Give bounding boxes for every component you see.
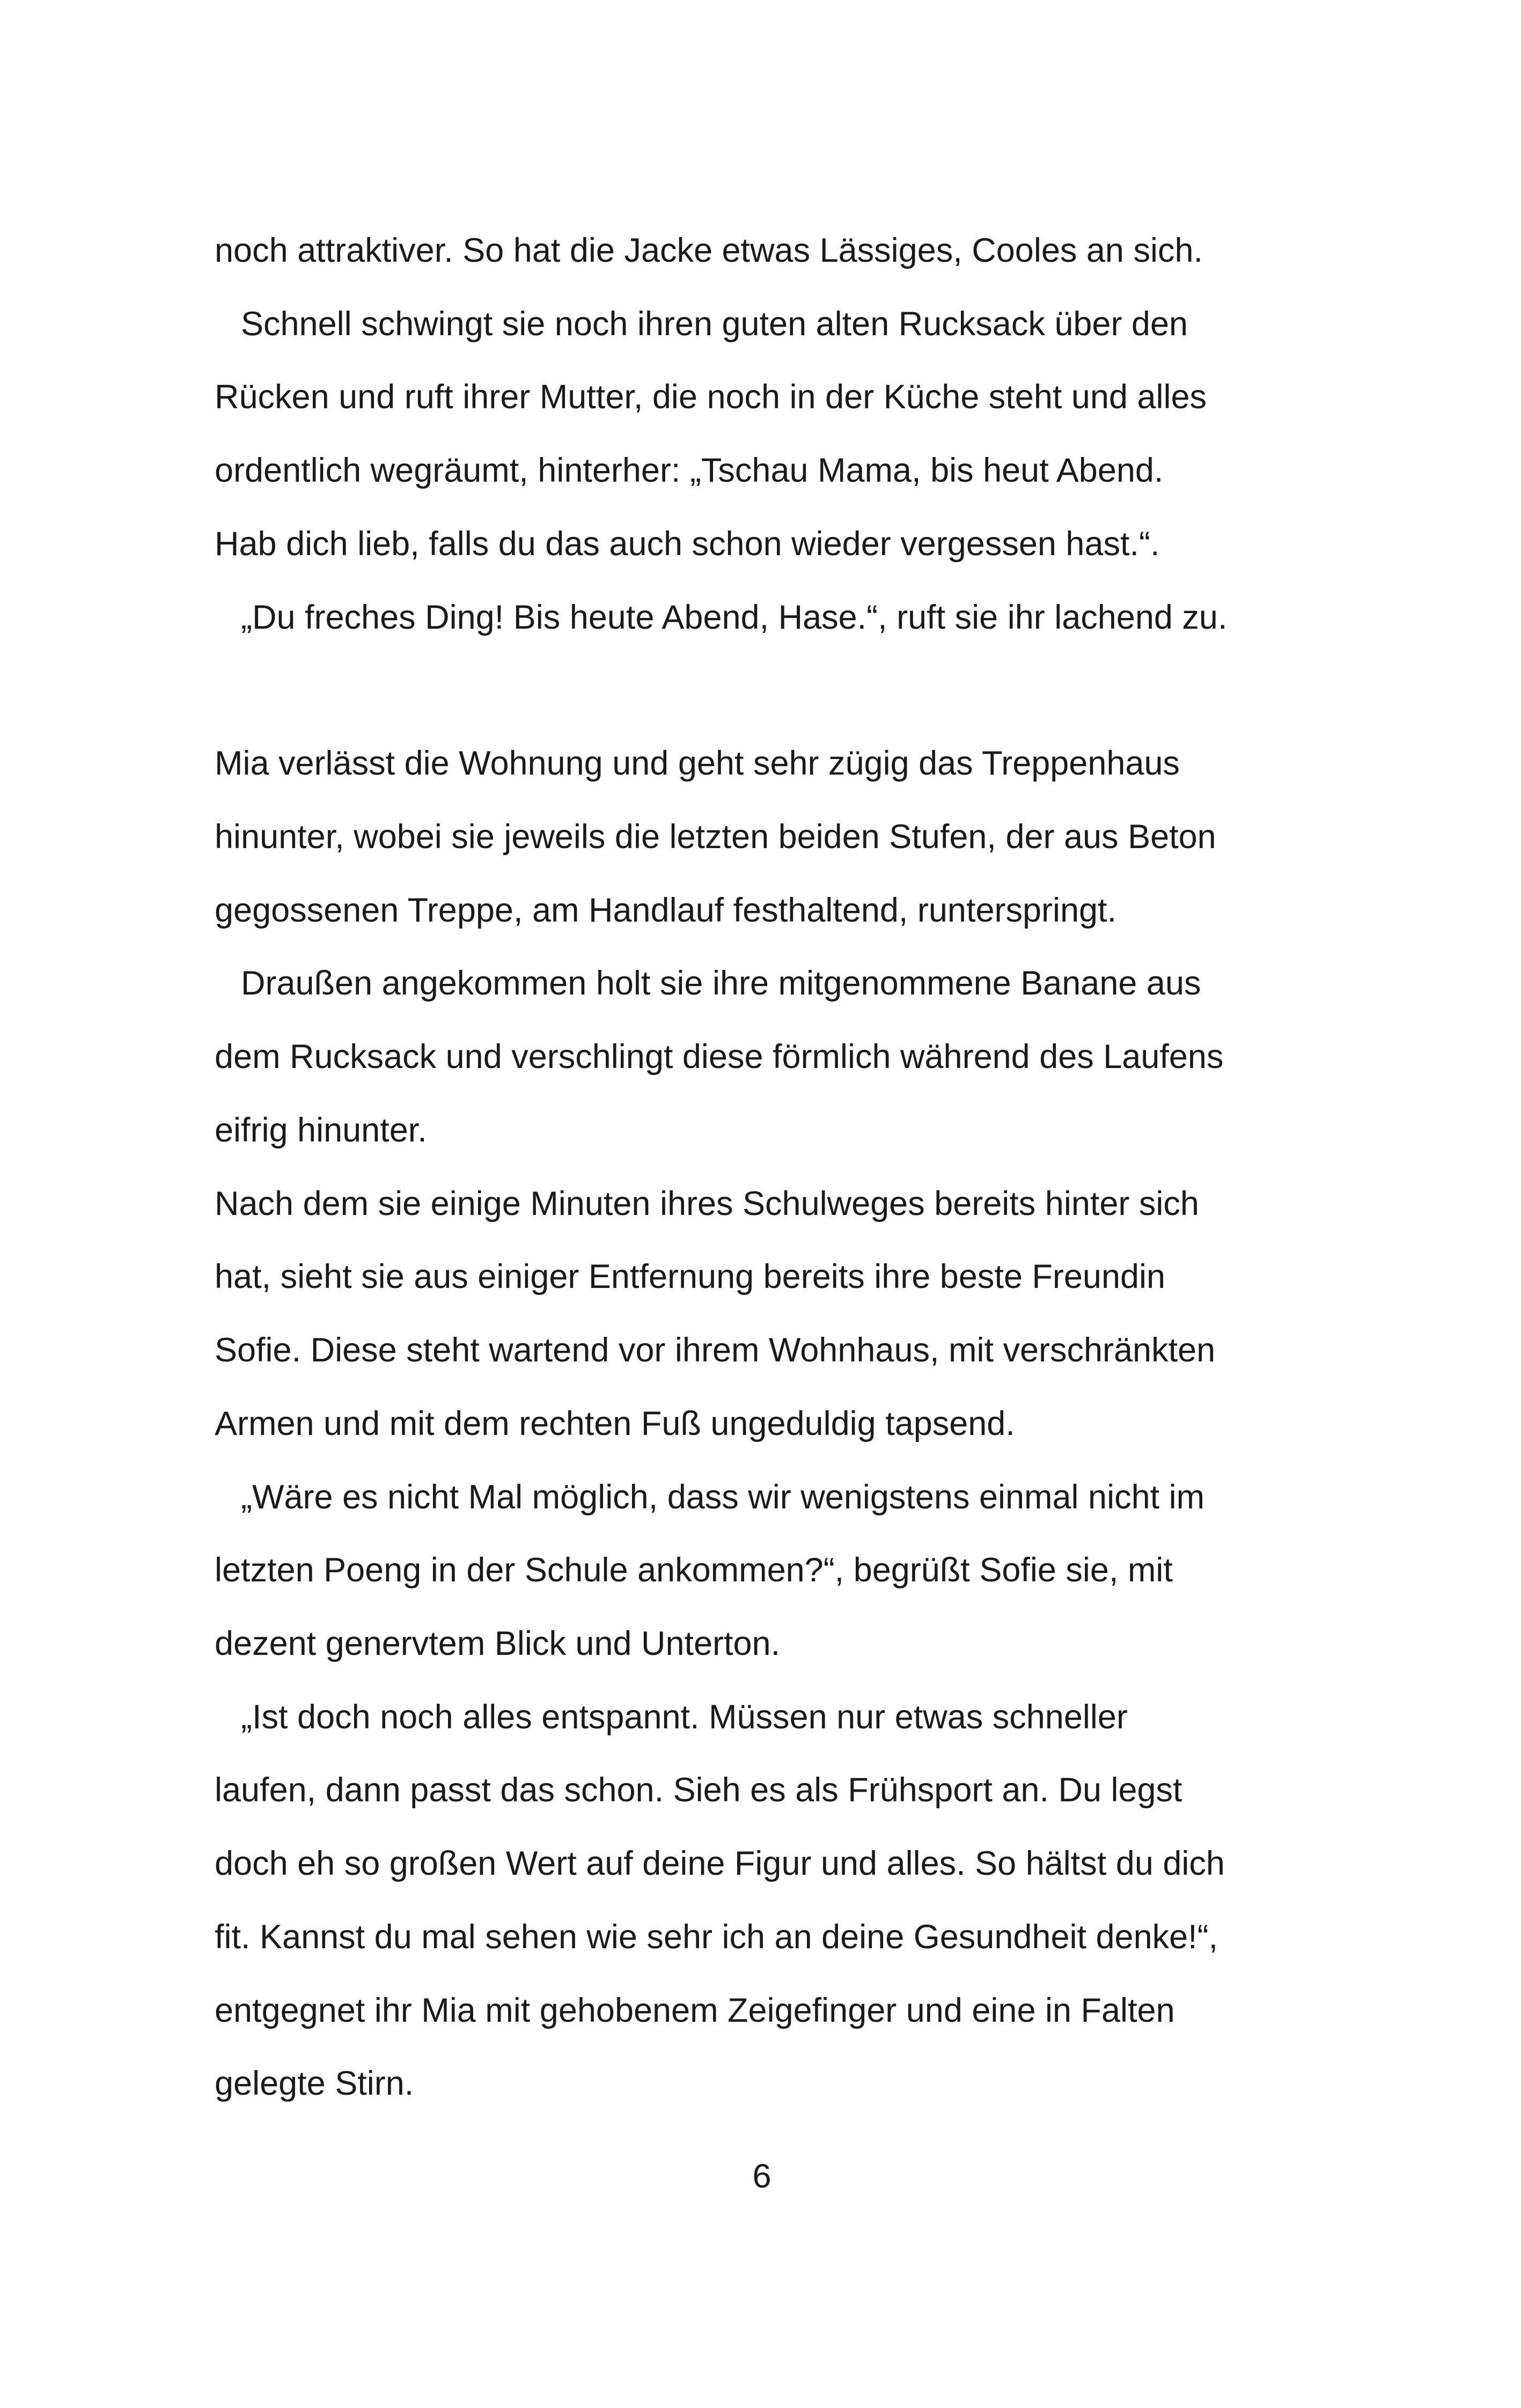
text-line: „Ist doch noch alles entspannt. Müssen nur etwas schneller: [241, 1698, 1128, 1736]
text-line: eifrig hinunter.: [215, 1111, 427, 1149]
text-line: noch attraktiver. So hat die Jacke etwas Lässiges, Cooles an sich.: [215, 232, 1203, 269]
text-line: fit. Kannst du mal sehen wie sehr ich an deine Gesundheit denke!“,: [215, 1918, 1218, 1956]
page-number: 6: [752, 2157, 771, 2195]
text-line: Schnell schwingt sie noch ihren guten alten Rucksack über den: [241, 305, 1188, 343]
text-line: gelegte Stirn.: [215, 2065, 414, 2102]
text-line: hat, sieht sie aus einiger Entfernung bereits ihre beste Freundin: [215, 1258, 1166, 1295]
text-line: Sofie. Diese steht wartend vor ihrem Wohnhaus, mit verschränkten: [215, 1331, 1216, 1369]
text-line: dezent genervtem Blick und Unterton.: [215, 1625, 781, 1662]
text-line: dem Rucksack und verschlingt diese förmlich während des Laufens: [215, 1038, 1224, 1076]
text-line: hinunter, wobei sie jeweils die letzten beiden Stufen, der aus Beton: [215, 818, 1216, 856]
text-line: „Wäre es nicht Mal möglich, dass wir wenigstens einmal nicht im: [241, 1478, 1205, 1516]
text-line: Draußen angekommen holt sie ihre mitgenommene Banane aus: [241, 964, 1201, 1002]
text-line: Hab dich lieb, falls du das auch schon wieder vergessen hast.“.: [215, 525, 1160, 563]
text-line: letzten Poeng in der Schule ankommen?“, begrüßt Sofie sie, mit: [215, 1551, 1173, 1589]
text-line: Mia verlässt die Wohnung und geht sehr zügig das Treppenhaus: [215, 745, 1180, 782]
text-line: entgegnet ihr Mia mit gehobenem Zeigefinger und eine in Falten: [215, 1992, 1175, 2029]
text-line: Nach dem sie einige Minuten ihres Schulweges bereits hinter sich: [215, 1185, 1199, 1223]
text-line: ordentlich wegräumt, hinterher: „Tschau Mama, bis heut Abend.: [215, 452, 1164, 489]
text-line: Armen und mit dem rechten Fuß ungeduldig tapsend.: [215, 1405, 1015, 1442]
text-line: „Du freches Ding! Bis heute Abend, Hase.“, ruft sie ihr lachend zu.: [241, 599, 1228, 636]
text-line: gegossenen Treppe, am Handlauf festhaltend, runterspringt.: [215, 892, 1117, 929]
text-line: Rücken und ruft ihrer Mutter, die noch in der Küche steht und alles: [215, 378, 1207, 416]
text-line: laufen, dann passt das schon. Sieh es als Frühsport an. Du legst: [215, 1771, 1182, 1809]
text-line: doch eh so großen Wert auf deine Figur und alles. So hältst du dich: [215, 1845, 1225, 1882]
